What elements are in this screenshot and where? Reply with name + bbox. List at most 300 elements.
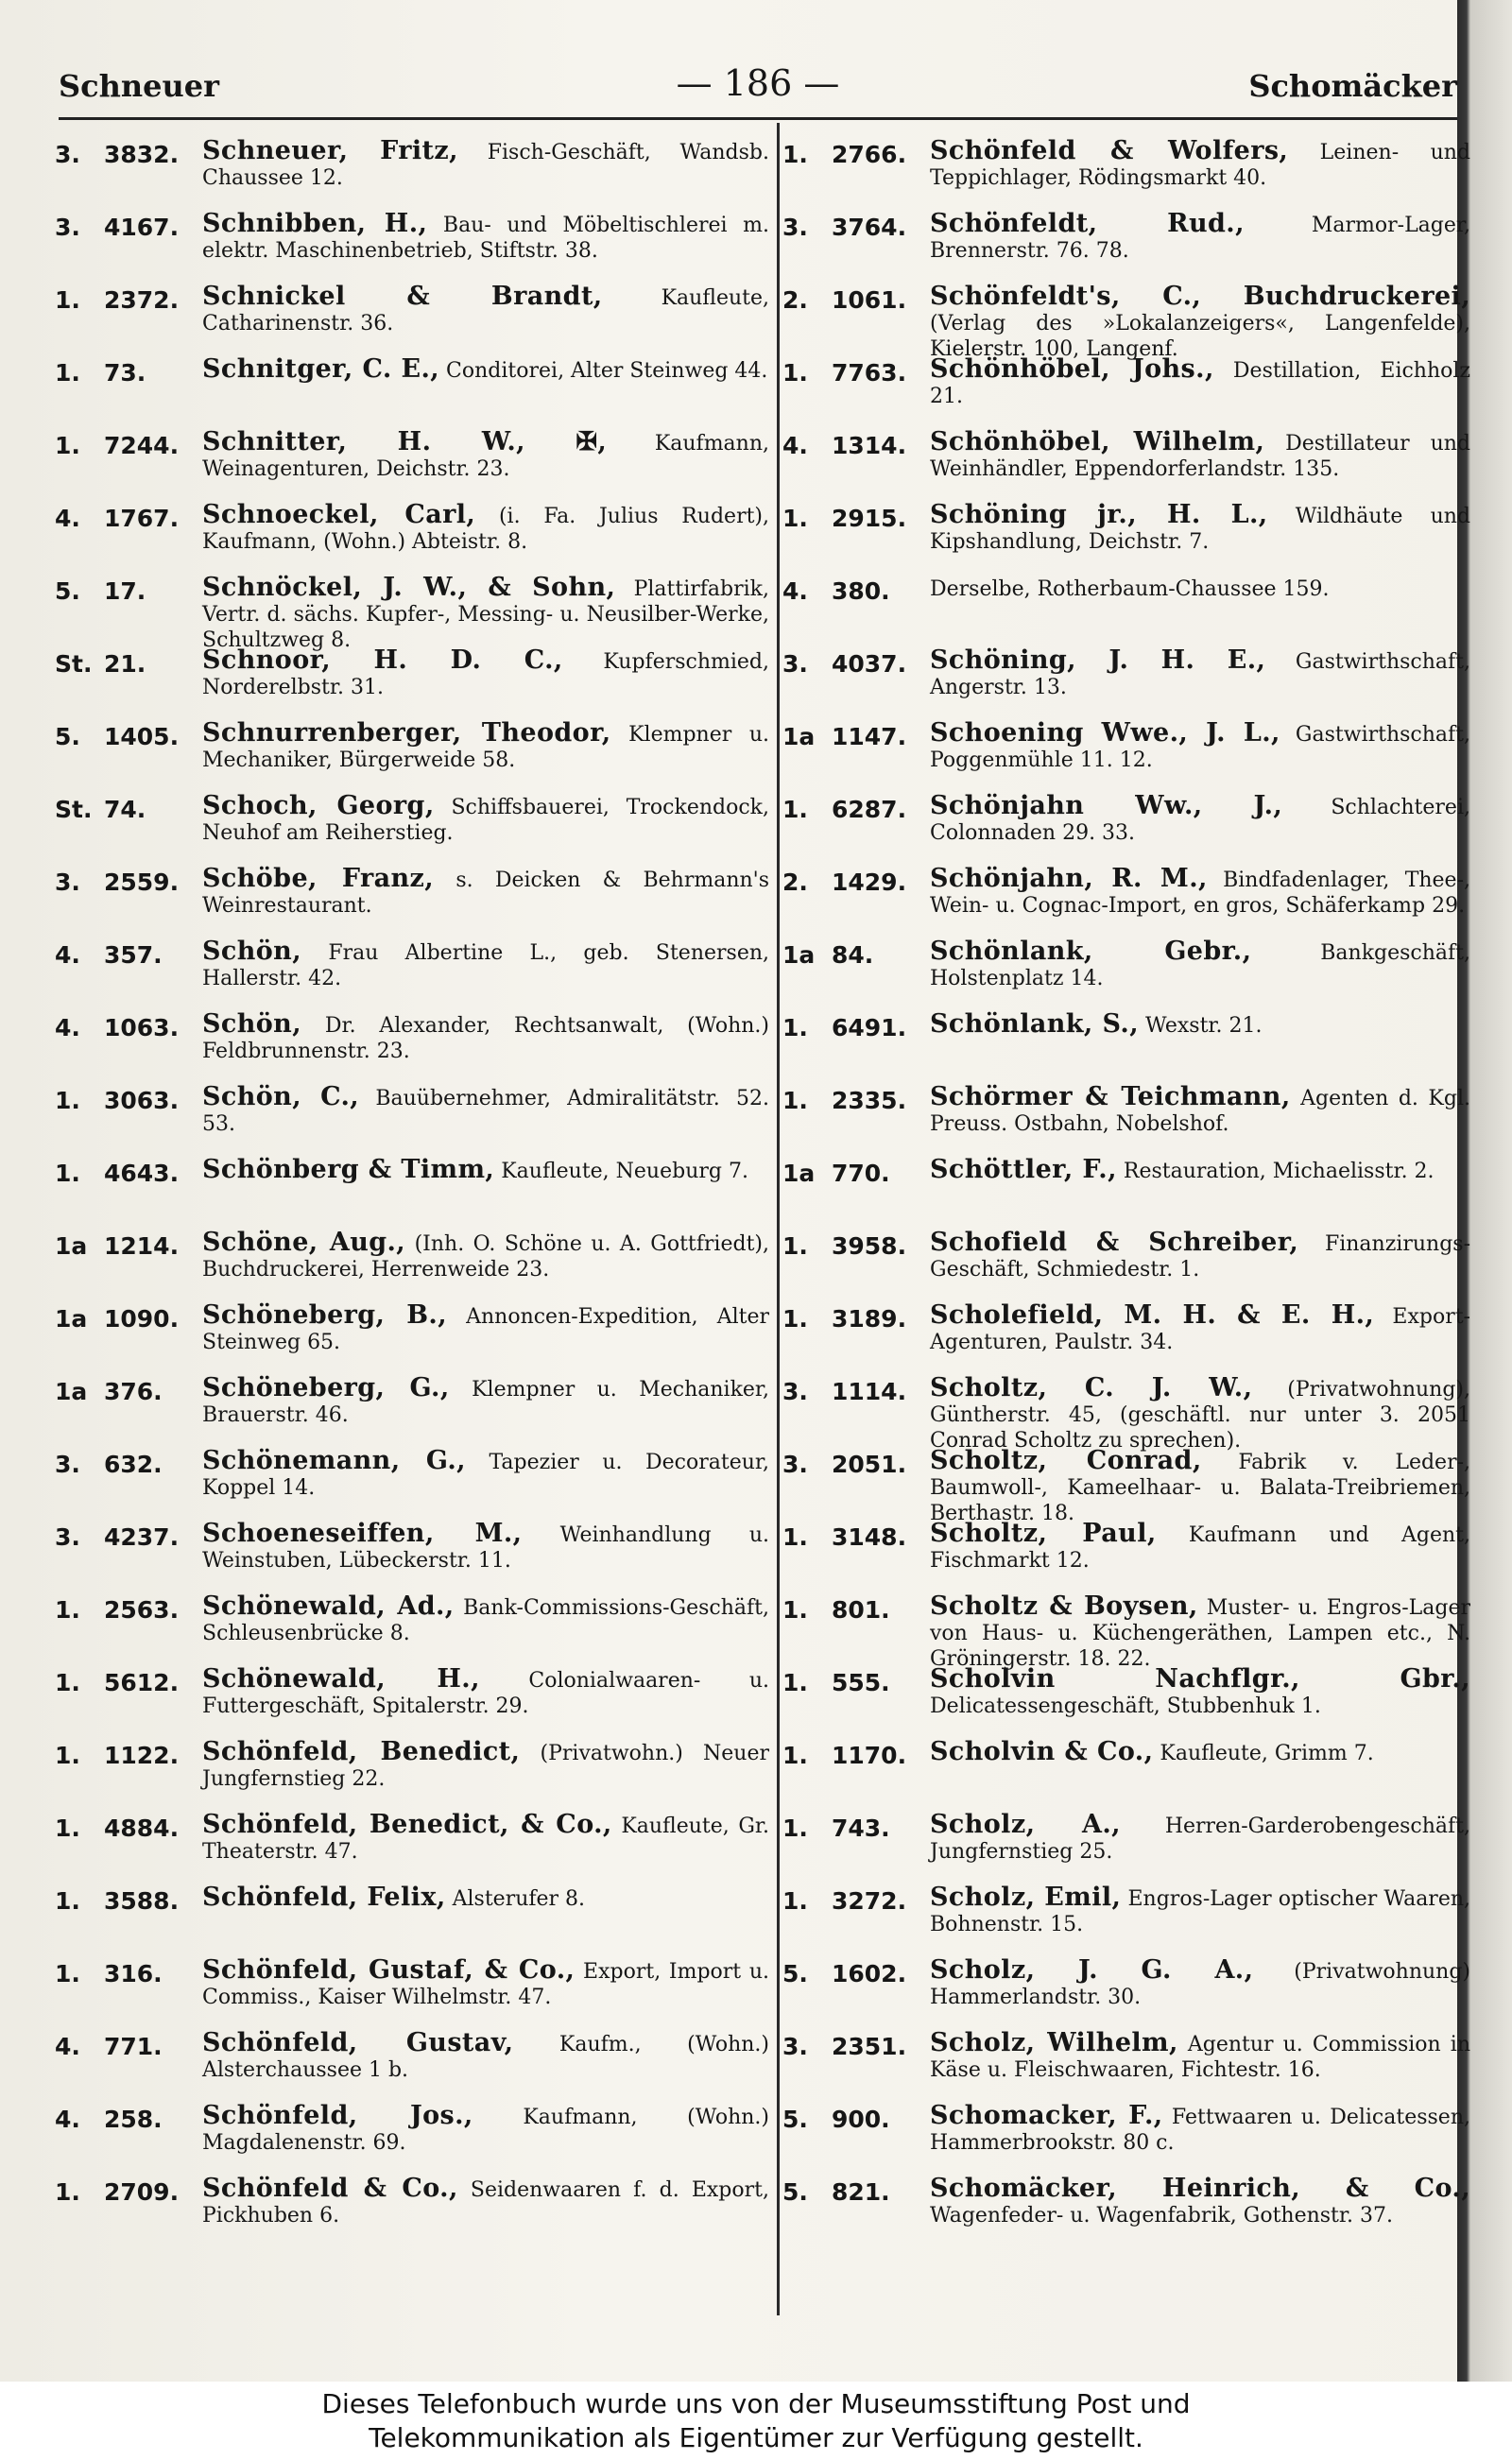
subscriber-name: Schöne, Aug., — [202, 1228, 406, 1257]
subscriber-details: Conditorei, Alter Steinweg 44. — [446, 359, 768, 383]
exchange-code: St. — [55, 650, 93, 678]
directory-entry — [782, 1149, 1470, 1222]
line-number: 4884. — [104, 1815, 180, 1842]
directory-entry — [55, 494, 769, 567]
exchange-code: 3. — [782, 214, 808, 241]
subscriber-details: Annoncen-Expedition, Alter Steinweg 65. — [202, 1305, 770, 1354]
directory-entry — [782, 1004, 1470, 1076]
line-number: 3588. — [104, 1887, 180, 1915]
line-number: 3063. — [104, 1087, 180, 1114]
entry-text — [202, 2030, 769, 2083]
directory-entry — [782, 1950, 1470, 2022]
entry-text — [202, 1884, 769, 1912]
phone-number — [782, 2034, 926, 2059]
directory-entry — [55, 1513, 769, 1586]
subscriber-details: Restauration, Michaelisstr. 2. — [1123, 1160, 1435, 1183]
entry-text — [930, 429, 1470, 482]
subscriber-details: (Verlag des »Lokalanzeigers«, Langenfelde), Kielerstr. 100, Langenf. — [930, 312, 1470, 361]
directory-entry — [782, 1659, 1470, 1731]
subscriber-name: Schönfeld, Felix, — [202, 1883, 446, 1912]
line-number: 73. — [104, 359, 146, 387]
entry-text — [930, 1302, 1470, 1355]
exchange-code: 1a — [782, 723, 816, 750]
subscriber-name: Schönfeld & Wolfers, — [930, 136, 1289, 165]
line-number: 2563. — [104, 1596, 180, 1624]
left-column — [55, 130, 769, 2241]
line-number: 1122. — [104, 1742, 180, 1769]
directory-entry — [55, 421, 769, 494]
subscriber-details: Gastwirthschaft, Poggenmühle 11. 12. — [930, 723, 1471, 772]
subscriber-name: Scholz, A., — [930, 1810, 1121, 1839]
exchange-code: 1. — [782, 1014, 808, 1041]
subscriber-details: Destillateur und Weinhändler, Eppendorferlandstr. 135. — [930, 432, 1470, 481]
exchange-code: 3. — [55, 1523, 80, 1551]
exchange-code: 1. — [782, 1596, 808, 1624]
entry-text — [202, 429, 769, 482]
subscriber-details: Seidenwaaren f. d. Export, Pickhuben 6. — [202, 2178, 769, 2228]
exchange-code: 1. — [55, 286, 80, 314]
entry-text — [202, 1011, 769, 1064]
directory-entry — [55, 1877, 769, 1950]
line-number: 2335. — [832, 1087, 907, 1114]
phone-number — [55, 1306, 198, 1332]
subscriber-details: Bau- und Möbeltischlerei m. elektr. Maschinenbetrieb, Stiftstr. 38. — [202, 214, 769, 263]
line-number: 1090. — [104, 1305, 180, 1333]
directory-entry — [55, 1804, 769, 1877]
exchange-code: 2. — [782, 286, 808, 314]
line-number: 1170. — [832, 1742, 907, 1769]
phone-number — [55, 1888, 198, 1914]
subscriber-details: Destillation, Eichholz 21. — [930, 359, 1471, 408]
phone-number — [782, 1015, 926, 1041]
entry-text — [930, 1157, 1470, 1184]
exchange-code: 3. — [55, 1451, 80, 1478]
phone-number — [782, 578, 926, 604]
entry-text — [202, 866, 769, 919]
phone-number — [782, 1888, 926, 1914]
subscriber-details: Bauübernehmer, Admiralitätstr. 52. 53. — [202, 1087, 770, 1136]
phone-number — [782, 724, 926, 749]
subscriber-name: Schoeneseiffen, M., — [202, 1519, 523, 1548]
exchange-code: 1. — [55, 1160, 80, 1187]
subscriber-name: Scholtz & Boysen, — [930, 1591, 1198, 1621]
subscriber-details: Export-Agenturen, Paulstr. 34. — [930, 1305, 1470, 1354]
exchange-code: 4. — [55, 2033, 80, 2060]
subscriber-name: Schörmer & Teichmann, — [930, 1082, 1291, 1111]
subscriber-details: Kaufleute, Neueburg 7. — [501, 1160, 748, 1183]
exchange-code: 1. — [55, 432, 80, 459]
entry-text — [930, 1011, 1470, 1039]
line-number: 770. — [832, 1160, 890, 1187]
subscriber-details: Plattirfabrik, Vertr. d. sächs. Kupfer-, Messing- u. Neusilber-Werke, Schultzweg 8. — [202, 577, 769, 652]
phone-number — [55, 1233, 198, 1259]
subscriber-details: (i. Fa. Julius Rudert), Kaufmann, (Wohn.) Abteistr. 8. — [202, 505, 770, 554]
line-number: 1114. — [832, 1378, 907, 1405]
entry-text — [930, 502, 1470, 555]
entry-text — [202, 1157, 769, 1184]
subscriber-details: s. Deicken & Behrmann's Weinrestaurant. — [202, 869, 770, 918]
line-number: 3764. — [832, 214, 907, 241]
subscriber-name: Schnurrenberger, Theodor, — [202, 718, 611, 748]
entry-text — [202, 502, 769, 555]
directory-entry — [782, 1586, 1470, 1671]
subscriber-details: Kaufleute, Grimm 7. — [1160, 1742, 1374, 1765]
subscriber-name: Schöttler, F., — [930, 1155, 1117, 1184]
directory-entry — [55, 931, 769, 1004]
line-number: 4643. — [104, 1160, 180, 1187]
subscriber-details: Dr. Alexander, Rechtsanwalt, (Wohn.) Feldbrunnenstr. 23. — [202, 1014, 769, 1063]
line-number: 1429. — [832, 869, 907, 896]
directory-entry — [782, 640, 1470, 713]
line-number: 3272. — [832, 1887, 907, 1915]
line-number: 821. — [832, 2178, 890, 2206]
subscriber-name: Scholtz, C. J. W., — [930, 1373, 1253, 1402]
line-number: 2051. — [832, 1451, 907, 1478]
line-number: 555. — [832, 1669, 890, 1696]
subscriber-details: Kaufleute, Catharinenstr. 36. — [202, 286, 769, 335]
subscriber-details: Leinen- und Teppichlager, Rödingsmarkt 40. — [930, 141, 1470, 190]
entry-text — [930, 575, 1470, 602]
entry-text — [202, 356, 769, 384]
phone-number — [55, 2179, 198, 2205]
phone-number — [782, 215, 926, 240]
subscriber-name: Schönjahn Ww., J., — [930, 791, 1283, 820]
exchange-code: 1. — [55, 1596, 80, 1624]
phone-number — [782, 142, 926, 167]
directory-entry — [55, 203, 769, 276]
line-number: 5612. — [104, 1669, 180, 1696]
subscriber-name: Schoening Wwe., J. L., — [930, 718, 1280, 748]
line-number: 1063. — [104, 1014, 180, 1041]
line-number: 6287. — [832, 796, 907, 823]
entry-text — [930, 720, 1470, 773]
entry-text — [930, 1230, 1470, 1282]
subscriber-name: Schönjahn, R. M., — [930, 864, 1208, 893]
footer-line-1: Dieses Telefonbuch wurde uns von der Museumsstiftung Post und — [321, 2388, 1191, 2419]
directory-entry — [782, 785, 1470, 858]
header-rule — [59, 117, 1457, 120]
directory-entry — [782, 713, 1470, 785]
column-divider — [777, 123, 780, 2315]
directory-entry — [782, 2095, 1470, 2168]
directory-entry — [782, 349, 1470, 421]
phone-number — [782, 287, 926, 313]
directory-entry — [55, 1659, 769, 1731]
phone-number — [782, 797, 926, 822]
exchange-code: 1. — [55, 1887, 80, 1915]
phone-number — [55, 1815, 198, 1841]
line-number: 2351. — [832, 2033, 907, 2060]
directory-entry — [55, 640, 769, 713]
entry-text — [930, 793, 1470, 846]
line-number: 1147. — [832, 723, 907, 750]
directory-entry — [55, 858, 769, 931]
subscriber-name: Scholefield, M. H. & E. H., — [930, 1300, 1375, 1330]
phone-number — [55, 1670, 198, 1695]
phone-number — [782, 433, 926, 458]
directory-entry — [55, 713, 769, 785]
subscriber-details: (Privatwohnung), Güntherstr. 45, (geschäftl. nur unter 3. 2051 Conrad Scholtz zu sprechen). — [930, 1378, 1470, 1453]
subscriber-details: Muster- u. Engros-Lager von Haus- u. Küchengeräthen, Lampen etc., N. Gröningerstr. 18. 22. — [930, 1596, 1470, 1671]
subscriber-name: Schönhöbel, Johs., — [930, 354, 1214, 384]
exchange-code: 1. — [55, 359, 80, 387]
ownership-footer — [0, 2382, 1512, 2460]
entry-text — [202, 938, 769, 991]
directory-entry — [782, 203, 1470, 276]
exchange-code: 1. — [55, 1087, 80, 1114]
line-number: 1314. — [832, 432, 907, 459]
subscriber-name: Schneuer, Fritz, — [202, 136, 458, 165]
subscriber-name: Schomacker, F., — [930, 2101, 1163, 2130]
phone-number — [782, 360, 926, 386]
directory-entry — [55, 276, 769, 349]
subscriber-name: Schoch, Georg, — [202, 791, 435, 820]
exchange-code: 4. — [782, 577, 808, 605]
directory-entry — [55, 1586, 769, 1659]
exchange-code: 1. — [55, 1815, 80, 1842]
line-number: 7763. — [832, 359, 907, 387]
directory-entry — [55, 1368, 769, 1440]
line-number: 258. — [104, 2106, 163, 2133]
exchange-code: 3. — [55, 214, 80, 241]
phone-number — [55, 2034, 198, 2059]
entry-text — [202, 1230, 769, 1282]
phone-number — [782, 1961, 926, 1987]
directory-entry — [55, 1149, 769, 1222]
entry-text — [202, 1666, 769, 1719]
line-number: 316. — [104, 1960, 163, 1987]
phone-number — [55, 1961, 198, 1987]
directory-entry — [55, 1004, 769, 1076]
line-number: 17. — [104, 577, 146, 605]
subscriber-name: Scholtz, Conrad, — [930, 1446, 1202, 1475]
subscriber-details: Kaufmann, Weinagenturen, Deichstr. 23. — [202, 432, 769, 481]
directory-entry — [55, 2022, 769, 2095]
entry-text — [202, 284, 769, 336]
directory-entry — [55, 2168, 769, 2241]
exchange-code: 1. — [782, 1523, 808, 1551]
line-number: 2709. — [104, 2178, 180, 2206]
subscriber-name: Schönfeld, Gustav, — [202, 2028, 514, 2057]
line-number: 74. — [104, 796, 146, 823]
subscriber-name: Scholvin & Co., — [930, 1737, 1154, 1766]
subscriber-details: Agenten d. Kgl. Preuss. Ostbahn, Nobelshof. — [930, 1087, 1470, 1136]
subscriber-name: Schön, — [202, 937, 302, 966]
phone-number — [55, 1161, 198, 1186]
exchange-code: 5. — [55, 723, 80, 750]
subscriber-name: Schönhöbel, Wilhelm, — [930, 427, 1265, 456]
subscriber-name: Schofield & Schreiber, — [930, 1228, 1299, 1257]
directory-entry — [782, 1295, 1470, 1368]
line-number: 771. — [104, 2033, 163, 2060]
entry-text — [930, 2176, 1470, 2228]
exchange-code: 4. — [55, 2106, 80, 2133]
directory-entry — [782, 1222, 1470, 1295]
directory-entry — [782, 130, 1470, 203]
subscriber-details: Wildhäute und Kipshandlung, Deichstr. 7. — [930, 505, 1470, 554]
phone-number — [55, 287, 198, 313]
phone-number — [55, 142, 198, 167]
phone-number — [782, 1597, 926, 1623]
line-number: 1061. — [832, 286, 907, 314]
directory-entry — [55, 1731, 769, 1804]
phone-number — [782, 1161, 926, 1186]
exchange-code: 3. — [782, 2033, 808, 2060]
directory-entry — [782, 2022, 1470, 2095]
entry-text — [202, 1084, 769, 1137]
subscriber-details: Colonialwaaren- u. Futtergeschäft, Spitalerstr. 29. — [202, 1669, 769, 1718]
subscriber-details: Finanzirungs-Geschäft, Schmiedestr. 1. — [930, 1232, 1470, 1282]
line-number: 2372. — [104, 286, 180, 314]
exchange-code: 1. — [55, 1960, 80, 1987]
directory-entry — [55, 785, 769, 858]
phone-number — [55, 1379, 198, 1404]
exchange-code: 1. — [55, 1742, 80, 1769]
subscriber-name: Schön, — [202, 1009, 302, 1039]
directory-entry — [782, 1513, 1470, 1586]
subscriber-details: Schlachterei, Colonnaden 29. 33. — [930, 796, 1470, 845]
subscriber-details: Bankgeschäft, Holstenplatz 14. — [930, 941, 1471, 990]
entry-text — [930, 211, 1470, 264]
subscriber-name: Schnöckel, J. W., & Sohn, — [202, 573, 616, 602]
exchange-code: 1. — [782, 1815, 808, 1842]
page-number: — 186 — — [676, 62, 840, 104]
exchange-code: 1. — [782, 1087, 808, 1114]
entry-text — [202, 2103, 769, 2156]
exchange-code: 1. — [782, 796, 808, 823]
phone-number — [55, 215, 198, 240]
phone-number — [55, 724, 198, 749]
directory-entry — [782, 567, 1470, 640]
subscriber-name: Schnickel & Brandt, — [202, 282, 603, 311]
phone-number — [782, 1670, 926, 1695]
header-last-keyword: Schomäcker — [1248, 68, 1457, 104]
exchange-code: 4. — [55, 1014, 80, 1041]
line-number: 4167. — [104, 214, 180, 241]
entry-text — [930, 2030, 1470, 2083]
line-number: 6491. — [832, 1014, 907, 1041]
subscriber-name: Scholvin Nachflgr., Gbr., — [930, 1664, 1470, 1694]
phone-number — [55, 942, 198, 968]
line-number: 380. — [832, 577, 890, 605]
entry-text — [202, 793, 769, 846]
directory-entry — [782, 1804, 1470, 1877]
line-number: 632. — [104, 1451, 163, 1478]
subscriber-name: Scholz, Emil, — [930, 1883, 1122, 1912]
subscriber-name: Scholz, Wilhelm, — [930, 2028, 1178, 2057]
subscriber-details: Kupferschmied, Norderelbstr. 31. — [202, 650, 769, 699]
subscriber-details: Herren-Garderobengeschäft, Jungfernstieg 25. — [930, 1815, 1470, 1864]
subscriber-name: Schönewald, H., — [202, 1664, 480, 1694]
phone-number — [55, 1015, 198, 1041]
phone-number — [782, 506, 926, 531]
subscriber-name: Schnoor, H. D. C., — [202, 645, 563, 675]
entry-text — [202, 1739, 769, 1792]
line-number: 357. — [104, 941, 163, 969]
phone-number — [55, 797, 198, 822]
subscriber-details: Alsterufer 8. — [452, 1887, 586, 1911]
exchange-code: 1. — [55, 1669, 80, 1696]
exchange-code: 1. — [782, 1232, 808, 1260]
subscriber-name: Schönemann, G., — [202, 1446, 466, 1475]
subscriber-details: Export, Import u. Commiss., Kaiser Wilhelmstr. 47. — [202, 1960, 769, 2009]
entry-text — [930, 2103, 1470, 2156]
subscriber-name: Schönlank, S., — [930, 1009, 1140, 1039]
entry-text — [930, 1884, 1470, 1937]
line-number: 84. — [832, 941, 874, 969]
exchange-code: 1. — [782, 1305, 808, 1333]
directory-entry — [782, 1440, 1471, 1525]
page-header — [59, 59, 1457, 112]
subscriber-details: Bank-Commissions-Geschäft, Schleusenbrücke 8. — [202, 1596, 770, 1645]
entry-text — [202, 720, 769, 773]
entry-text — [930, 866, 1470, 919]
directory-entry — [55, 130, 769, 203]
entry-text — [202, 1812, 769, 1865]
exchange-code: St. — [55, 796, 93, 823]
exchange-code: 3. — [782, 1378, 808, 1405]
exchange-code: 1a — [782, 1160, 816, 1187]
entry-text — [202, 647, 769, 700]
directory-entry — [782, 494, 1470, 567]
line-number: 376. — [104, 1378, 163, 1405]
phone-number — [782, 942, 926, 968]
subscriber-details: Wagenfeder- u. Wagenfabrik, Gothenstr. 37. — [930, 2204, 1393, 2228]
directory-entry — [782, 1731, 1470, 1804]
directory-entry — [55, 2095, 769, 2168]
subscriber-details: Bindfadenlager, Thee-, Wein- u. Cognac-Import, en gros, Schäferkamp 29. — [930, 869, 1471, 918]
subscriber-name: Schönberg & Timm, — [202, 1155, 495, 1184]
exchange-code: 1. — [782, 141, 808, 168]
entry-text — [202, 1448, 769, 1501]
exchange-code: 1a — [55, 1305, 88, 1333]
line-number: 2559. — [104, 869, 180, 896]
exchange-code: 3. — [782, 1451, 808, 1478]
subscriber-name: Schönfeldt's, C., Buchdruckerei, — [930, 282, 1470, 311]
phone-number — [782, 2107, 926, 2132]
entry-text — [930, 1739, 1470, 1766]
exchange-code: 5. — [782, 2106, 808, 2133]
subscriber-name: Schnibben, H., — [202, 209, 428, 238]
phone-number — [782, 2179, 926, 2205]
subscriber-details: Derselbe, Rotherbaum-Chaussee 159. — [930, 577, 1330, 601]
line-number: 2766. — [832, 141, 907, 168]
phone-number — [55, 1524, 198, 1550]
subscriber-details: Kaufleute, Gr. Theaterstr. 47. — [202, 1815, 769, 1864]
subscriber-details: Fabrik v. Leder-, Baumwoll-, Kameelhaar- u. Balata-Treibriemen, Berthastr. 18. — [930, 1451, 1471, 1525]
entry-text — [202, 2176, 769, 2228]
exchange-code: 1. — [55, 2178, 80, 2206]
subscriber-details: Schiffsbauerei, Trockendock, Neuhof am Reiherstieg. — [202, 796, 769, 845]
line-number: 3189. — [832, 1305, 907, 1333]
phone-number — [782, 1088, 926, 1113]
directory-entry — [782, 1368, 1470, 1453]
directory-entry — [782, 858, 1470, 931]
subscriber-name: Schönfeld, Jos., — [202, 2101, 473, 2130]
line-number: 1405. — [104, 723, 180, 750]
subscriber-details: (Inh. O. Schöne u. A. Gottfriedt), Buchdruckerei, Herrenweide 23. — [202, 1232, 769, 1282]
directory-entry — [782, 1076, 1470, 1149]
exchange-code: 1. — [782, 1742, 808, 1769]
line-number: 743. — [832, 1815, 890, 1842]
subscriber-details: Fisch-Geschäft, Wandsb. Chaussee 12. — [202, 141, 769, 190]
entry-text — [202, 1302, 769, 1355]
phone-number — [782, 1524, 926, 1550]
directory-entry — [55, 1440, 769, 1513]
exchange-code: 5. — [782, 2178, 808, 2206]
entry-text — [202, 1375, 769, 1428]
subscriber-details: Kaufmann, (Wohn.) Magdalenenstr. 69. — [202, 2106, 770, 2155]
